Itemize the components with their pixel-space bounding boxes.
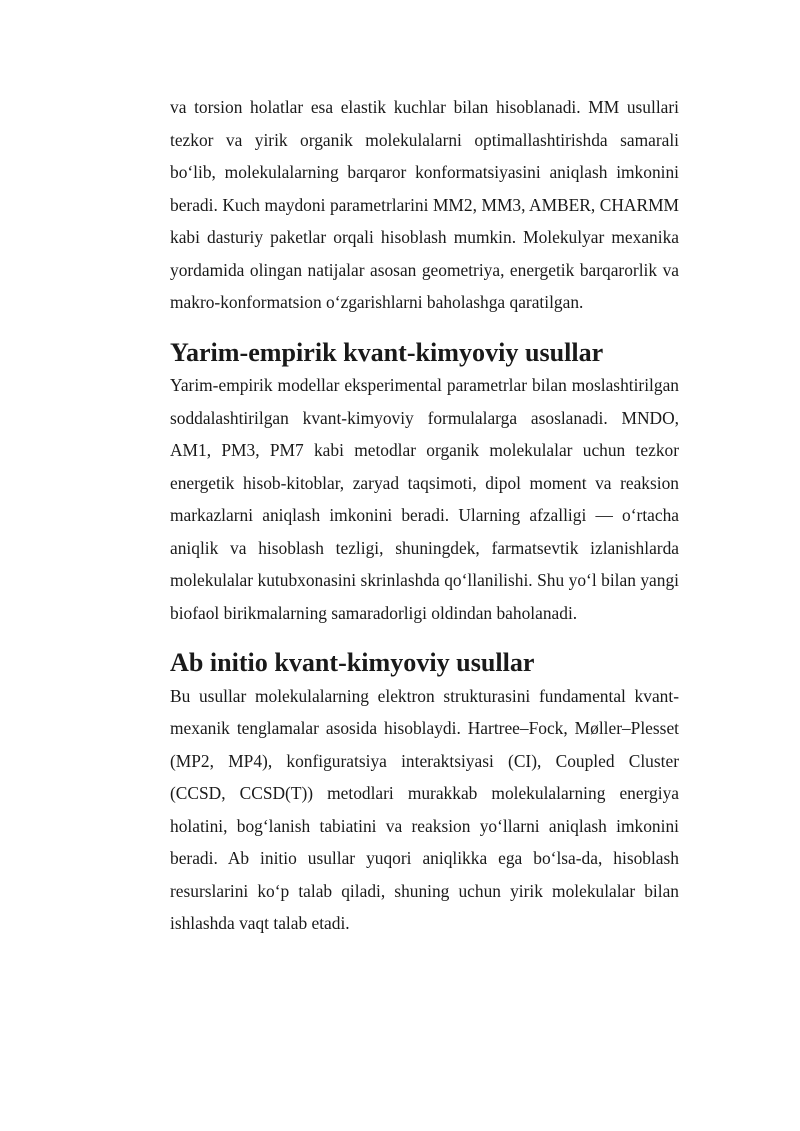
paragraph-semi-empirical: Yarim-empirik modellar eksperimental parametrlar bilan moslashtirilgan soddalashtirilgan kvant-kimyoviy formulalarga asoslanadi. MNDO, AM1, PM3, PM7 kabi metodlar organik molekulalar uchun tezkor energetik hisob-kitoblar, zaryad taqsimoti, dipol moment va reaksion markazlarni aniqlash imkonini beradi. Ularning afzalligi — o‘rtacha aniqlik va hisoblash tezligi, shuningdek, farmatsevtik izlanishlarda molekulalar kutubxonasini skrinlashda qo‘llanilishi. Shu yo‘l bilan yangi biofaol birikmalarning samaradorligi oldindan baholanadi. (170, 375, 679, 623)
document-page (170, 91, 679, 940)
heading-semi-empirical: Yarim-empirik kvant-kimyoviy usullar (170, 337, 604, 367)
paragraph-ab-initio: Bu usullar molekulalarning elektron strukturasini fundamental kvant-mexanik tenglamalar asosida hisoblaydi. Hartree–Fock, Møller–Plesset (MP2, MP4), konfiguratsiya interaktsiyasi (CI), Coupled Cluster (CCSD, CCSD(T)) metodlari murakkab molekulalarning energiya holatini, bog‘lanish tabiatini va reaksion yo‘llarni aniqlash imkonini beradi. Ab initio usullar yuqori aniqlikka ega bo‘lsa-da, hisoblash resurslarini ko‘p talab qiladi, shuning uchun yirik molekulalar bilan ishlashda vaqt talab etadi. (170, 685, 679, 933)
paragraph-molecular-mechanics: va torsion holatlar esa elastik kuchlar bilan hisoblanadi. MM usullari tezkor va yirik organik molekulalarni optimallashtirishda samarali bo‘lib, molekulalarning barqaror konformatsiyasini aniqlash imkonini beradi. Kuch maydoni parametrlarini MM2, MM3, AMBER, CHARMM kabi dasturiy paketlar orqali hisoblash mumkin. Molekulyar mexanika yordamida olingan natijalar asosan geometriya, energetik barqarorlik va makro-konformatsion o‘zgarishlarni baholashga qaratilgan. (170, 97, 679, 312)
heading-ab-initio: Ab initio kvant-kimyoviy usullar (170, 648, 535, 677)
